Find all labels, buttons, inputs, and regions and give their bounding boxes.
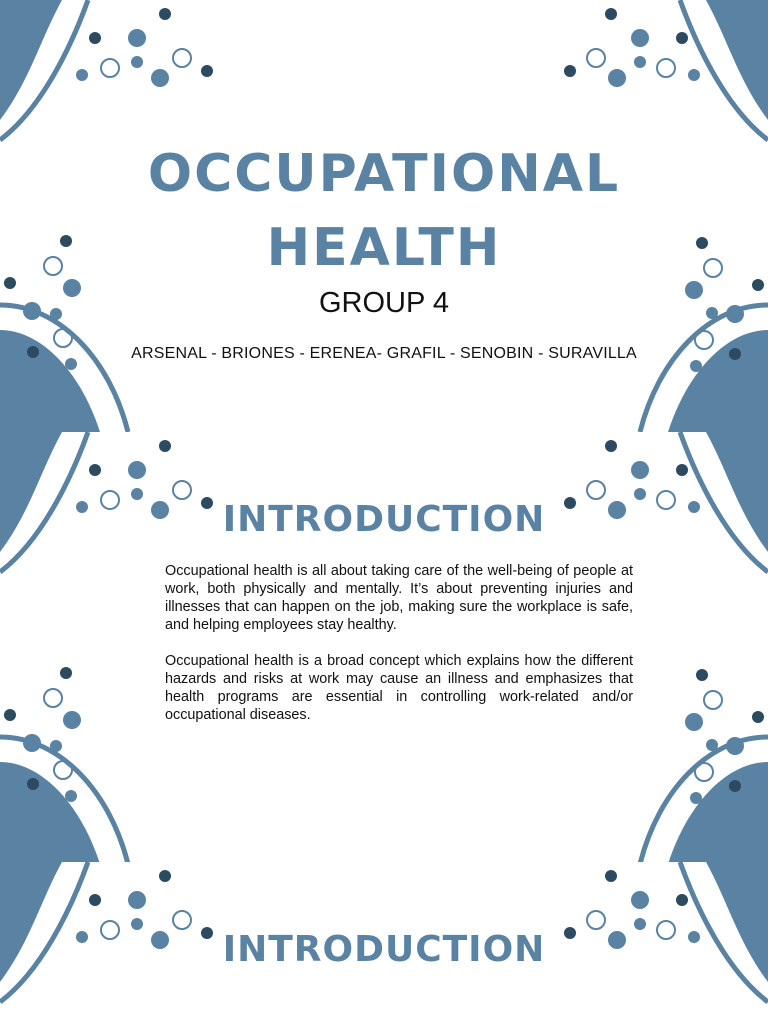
paragraph: Occupational health is all about taking care of the well-being of people at work, both physically and mentally. It’s about preventing injuries and illnesses that can happen on the job, making sure the workplace is safe, and helping employees stay healthy.: [165, 563, 633, 633]
introduction-page: [0, 432, 768, 862]
cover-page: [0, 0, 768, 432]
section-heading: INTRODUCTION: [222, 499, 546, 540]
introduction-body: [165, 562, 633, 742]
title-line-2: HEALTH: [266, 218, 502, 278]
paragraph: Occupational health is a broad concept which explains how the different hazards and risks at work may cause an illness and emphasizes that health programs are essential in controlling work-related and/or occupational diseases.: [165, 653, 633, 723]
group-label: GROUP 4: [318, 287, 449, 319]
page-title: [0, 144, 768, 296]
title-line-1: OCCUPATIONAL: [147, 144, 621, 204]
members-list: ARSENAL - BRIONES - ERENEA- GRAFIL - SENOBIN - SURAVILLA: [131, 345, 637, 362]
introduction-page-2: [0, 862, 768, 1024]
section-heading: INTRODUCTION: [222, 929, 546, 970]
